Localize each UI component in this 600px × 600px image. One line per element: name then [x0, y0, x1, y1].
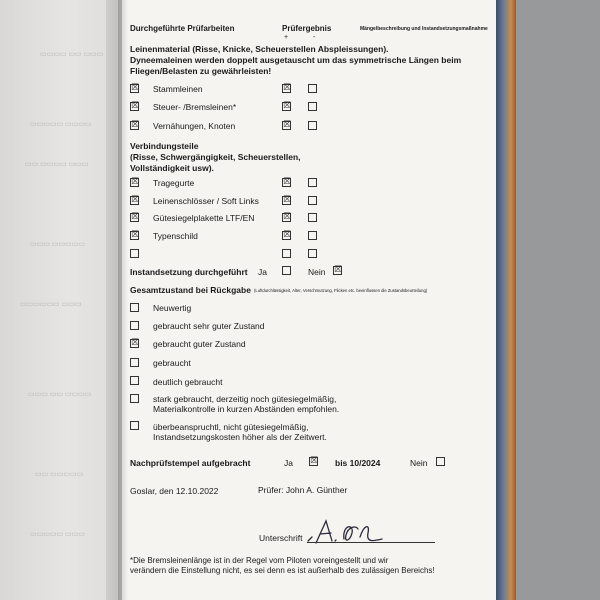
header-result: Prüfergebnis: [282, 24, 332, 33]
plus-checkbox[interactable]: ☒: [283, 83, 292, 93]
plus-checkbox[interactable]: ☒: [283, 212, 292, 222]
plus-checkbox[interactable]: ☒: [283, 101, 292, 111]
condition-option-label: stark gebraucht, derzeitig noch gütesiegelmäßig,: [153, 394, 337, 404]
condition-option-label: gebraucht guter Zustand: [153, 339, 246, 349]
book-cover-edge: [496, 0, 516, 600]
item-checkbox[interactable]: ☒: [131, 177, 140, 187]
stamp-label: Nachprüfstempel aufgebracht: [130, 458, 251, 468]
lines-title: Fliegen/Belasten zu gewährleisten!: [130, 66, 272, 76]
condition-checkbox[interactable]: [130, 394, 139, 403]
stamp-yes-label: Ja: [284, 458, 293, 468]
repair-yes-checkbox[interactable]: [282, 266, 291, 275]
signature-label: Unterschrift: [259, 533, 303, 543]
header-notes: Mängelbeschreibung und Instandsetzungsmaßnahme: [360, 26, 488, 32]
repair-label: Instandsetzung durchgeführt: [130, 267, 248, 277]
plus-checkbox[interactable]: ☒: [283, 120, 292, 130]
lines-title: Leinenmaterial (Risse, Knicke, Scheuerstellen Abspleissungen).: [130, 44, 389, 54]
bleed-through-text: ▭▭▭▭ ▭▭▭▭▭: [30, 121, 92, 128]
minus-checkbox[interactable]: [308, 102, 317, 111]
stamp-no-label: Nein: [410, 458, 428, 468]
item-checkbox[interactable]: ☒: [131, 195, 140, 205]
repair-no-label: Nein: [308, 267, 326, 277]
minus-label: -: [313, 34, 316, 41]
condition-option-label: überbeanspruchtl, nicht gütesiegelmäßig,: [153, 422, 309, 432]
item-checkbox[interactable]: [130, 249, 139, 258]
bleed-through-text: ▭▭▭▭▭ ▭▭: [35, 471, 84, 478]
item-checkbox[interactable]: ☒: [131, 120, 140, 130]
item-label: Typenschild: [153, 231, 198, 241]
table-background: [516, 0, 600, 600]
item-label: Stammleinen: [153, 84, 203, 94]
item-label: Gütesiegelplakette LTF/EN: [153, 213, 255, 223]
condition-option-label: Materialkontrolle in kurzen Abständen empfohlen.: [153, 404, 340, 414]
minus-checkbox[interactable]: [308, 84, 317, 93]
minus-checkbox[interactable]: [308, 213, 317, 222]
condition-option-label: Neuwertig: [153, 303, 192, 313]
bleed-through-text: ▭▭▭ ▭▭ ▭▭▭▭: [40, 51, 104, 58]
place-date: Goslar, den 12.10.2022: [130, 486, 219, 496]
condition-checkbox[interactable]: [130, 303, 139, 312]
condition-title: Gesamtzustand bei Rückgabe: [130, 285, 251, 295]
item-label: Vernähungen, Knoten: [153, 121, 236, 131]
condition-checkbox[interactable]: ☒: [131, 338, 140, 348]
item-checkbox[interactable]: ☒: [131, 101, 140, 111]
plus-checkbox[interactable]: ☒: [283, 195, 292, 205]
condition-checkbox[interactable]: [130, 376, 139, 385]
stamp-until: bis 10/2024: [335, 458, 381, 468]
condition-option-label: gebraucht sehr guter Zustand: [153, 321, 265, 331]
plus-checkbox[interactable]: ☒: [283, 177, 292, 187]
connectors-title: (Risse, Schwergängigkeit, Scheuerstellen,: [130, 152, 301, 162]
item-label: Steuer- /Bremsleinen*: [153, 102, 237, 112]
condition-checkbox[interactable]: [130, 358, 139, 367]
inspector-name: Prüfer: John A. Günther: [258, 485, 348, 495]
signature-line: [307, 542, 435, 543]
minus-checkbox[interactable]: [308, 121, 317, 130]
condition-option-label: gebraucht: [153, 358, 191, 368]
header-work: Durchgeführte Prüfarbeiten: [130, 24, 235, 33]
bleed-through-text: ▭▭▭ ▭▭▭▭ ▭▭: [25, 161, 89, 168]
condition-checkbox[interactable]: [130, 421, 139, 430]
bleed-through-text: ▭▭▭▭▭ ▭▭▭: [30, 241, 85, 248]
spine-shadow: [118, 0, 128, 600]
item-label: Leinenschlösser / Soft Links: [153, 196, 259, 206]
connectors-title: Verbindungsteile: [130, 141, 199, 151]
condition-option-label: deutlich gebraucht: [153, 377, 223, 387]
condition-subtitle: (Luftdurchlässigkeit, Alter, Verschmutzung, Flicken etc. beeinflussen die Zustandsbeurteilung): [254, 288, 428, 293]
stamp-no-checkbox[interactable]: [436, 457, 445, 466]
condition-checkbox[interactable]: [130, 321, 139, 330]
plus-label: +: [284, 34, 289, 41]
item-checkbox[interactable]: ☒: [131, 230, 140, 240]
bleed-through-text: ▭▭▭ ▭▭▭▭▭: [30, 531, 85, 538]
minus-checkbox[interactable]: [308, 196, 317, 205]
bleed-through-text: ▭▭▭▭ ▭▭ ▭▭▭: [28, 391, 92, 398]
minus-checkbox[interactable]: [308, 231, 317, 240]
plus-checkbox[interactable]: [282, 249, 291, 258]
connectors-title: Vollständigkeit usw).: [130, 163, 214, 173]
item-label: Tragegurte: [153, 178, 195, 188]
plus-checkbox[interactable]: ☒: [283, 230, 292, 240]
repair-yes-label: Ja: [258, 267, 267, 277]
lines-title: Dyneemaleinen werden doppelt ausgetauscht um das symmetrische Längen beim: [130, 55, 462, 65]
footnote: verändern die Einstellung nicht, es sei denn es ist außerhalb des zulässigen Bereichs!: [130, 566, 435, 575]
bleed-through-text: ▭▭▭ ▭▭▭▭▭▭: [20, 301, 82, 308]
footnote: *Die Bremsleinenlänge ist in der Regel vom Piloten voreingestellt und wir: [130, 556, 389, 565]
condition-option-label: Instandsetzungskosten höher als der Zeitwert.: [153, 432, 327, 442]
stamp-yes-checkbox[interactable]: ☒: [310, 456, 319, 466]
repair-no-checkbox[interactable]: ☒: [334, 265, 343, 275]
minus-checkbox[interactable]: [308, 178, 317, 187]
minus-checkbox[interactable]: [308, 249, 317, 258]
item-checkbox[interactable]: ☒: [131, 212, 140, 222]
item-checkbox[interactable]: ☒: [131, 83, 140, 93]
